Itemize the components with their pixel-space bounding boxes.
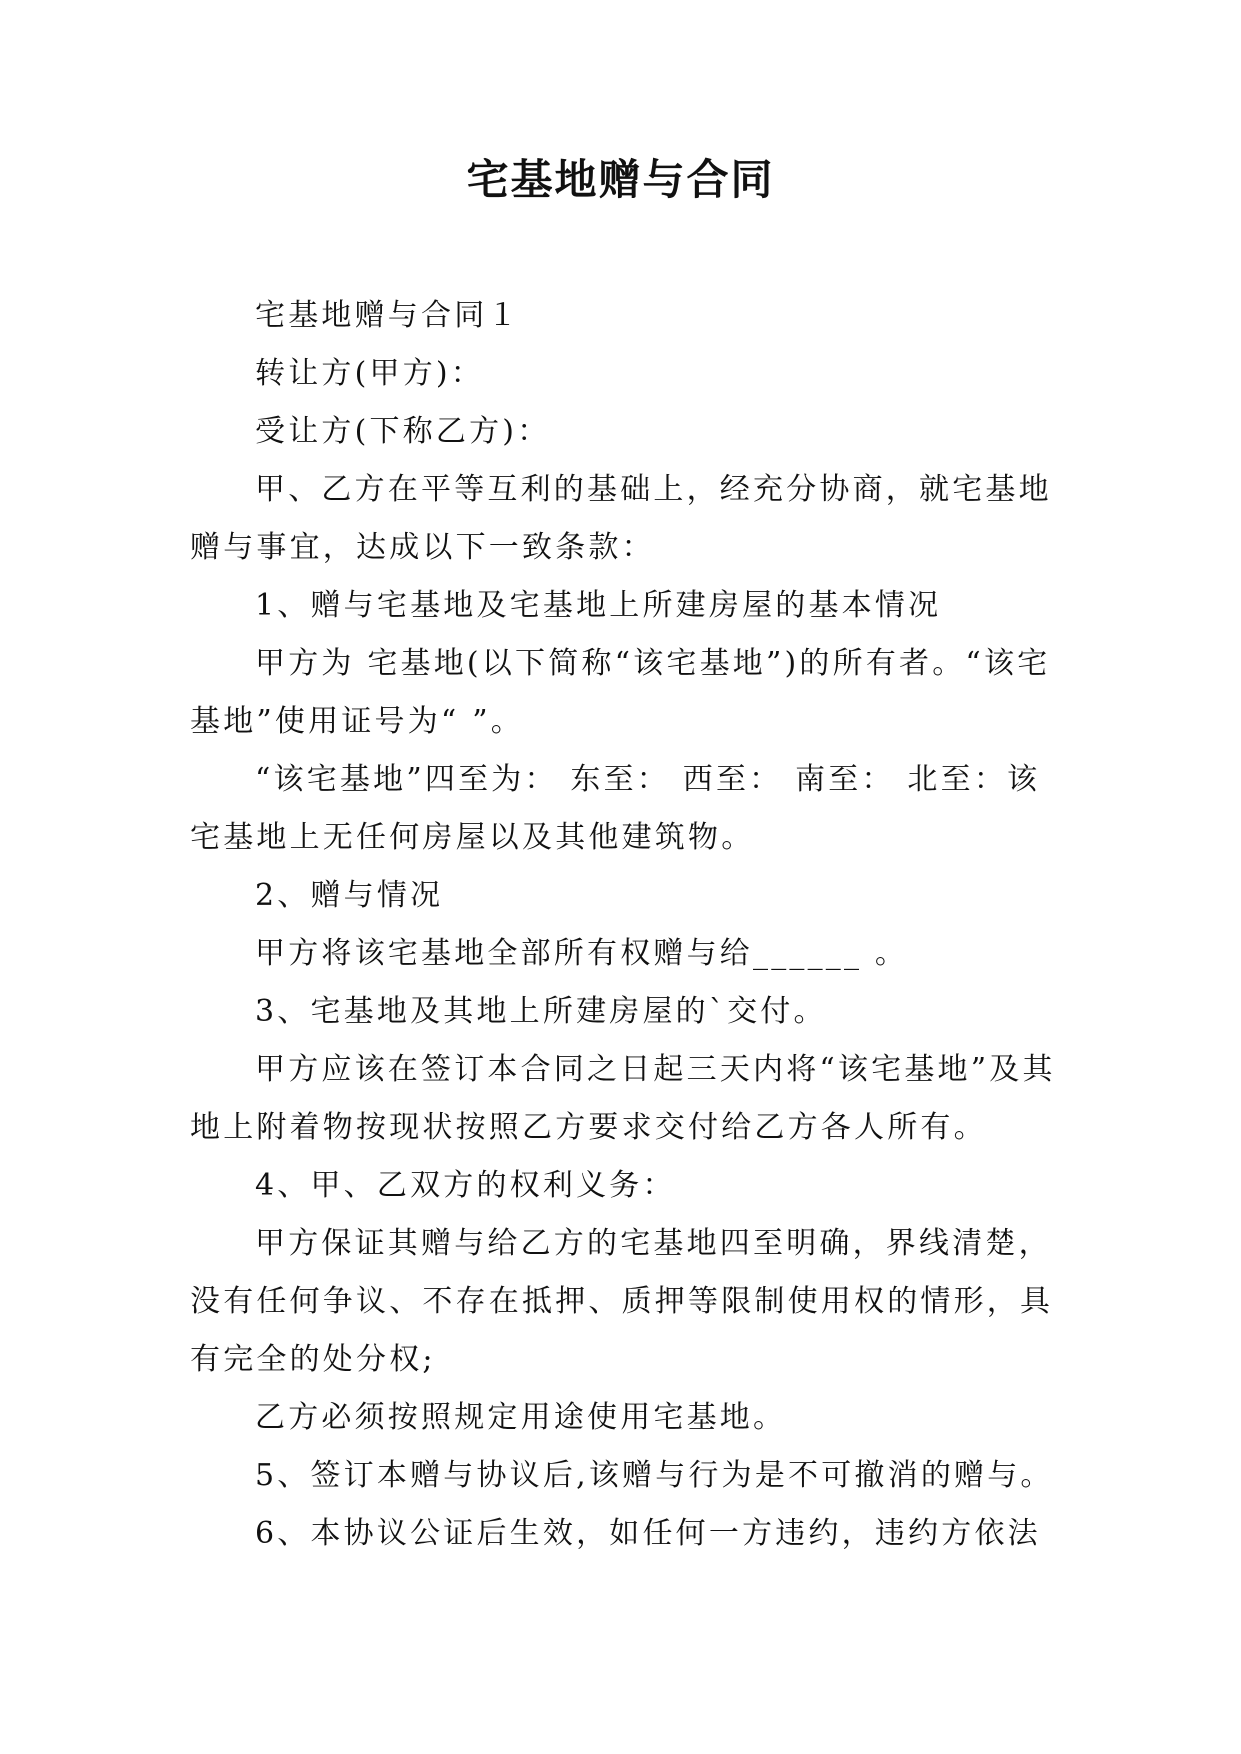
paragraph-clause-2-body: 甲方将该宅基地全部所有权赠与给______ 。 — [255, 936, 909, 971]
paragraph-transferor: 转让方(甲方)： — [255, 356, 485, 391]
paragraph-clause-4-heading: 4、甲、乙双方的权利义务： — [255, 1168, 676, 1203]
paragraph-transferee: 受让方(下称乙方)： — [255, 414, 551, 449]
paragraph-clause-4-party-b: 乙方必须按照规定用途使用宅基地。 — [255, 1400, 787, 1435]
paragraph-clause-5: 5、签订本赠与协议后,该赠与行为是不可撤消的赠与。 — [255, 1458, 1054, 1493]
paragraph-clause-1-boundaries: “该宅基地”四至为： 东至： 西至： 南至： 北至：该宅基地上无任何房屋以及其他建筑物。 — [190, 762, 1041, 855]
paragraph-clause-6: 6、本协议公证后生效，如任何一方违约，违约方依法 — [255, 1516, 1041, 1551]
paragraph-clause-3-body: 甲方应该在签订本合同之日起三天内将“该宅基地”及其地上附着物按现状按照乙方要求交付给乙方各人所有。 — [190, 1052, 1056, 1145]
paragraph-clause-1-owner: 甲方为 宅基地(以下简称“该宅基地”)的所有者。“该宅基地”使用证号为“ ”。 — [190, 646, 1051, 739]
paragraph-clause-2-heading: 2、赠与情况 — [255, 878, 444, 913]
paragraph-clause-3-heading: 3、宅基地及其地上所建房屋的`交付。 — [255, 994, 827, 1029]
paragraph-preamble: 甲、乙方在平等互利的基础上，经充分协商，就宅基地赠与事宜，达成以下一致条款： — [190, 472, 1052, 565]
document-body — [190, 287, 1070, 1563]
document-title: 宅基地赠与合同 — [466, 155, 775, 204]
paragraph-subtitle: 宅基地赠与合同１ — [255, 298, 521, 333]
paragraph-clause-1-heading: 1、赠与宅基地及宅基地上所建房屋的基本情况 — [255, 588, 942, 623]
paragraph-clause-4-party-a: 甲方保证其赠与给乙方的宅基地四至明确，界线清楚，没有任何争议、不存在抵押、质押等限制使用权的情形，具有完全的处分权; — [190, 1226, 1054, 1377]
